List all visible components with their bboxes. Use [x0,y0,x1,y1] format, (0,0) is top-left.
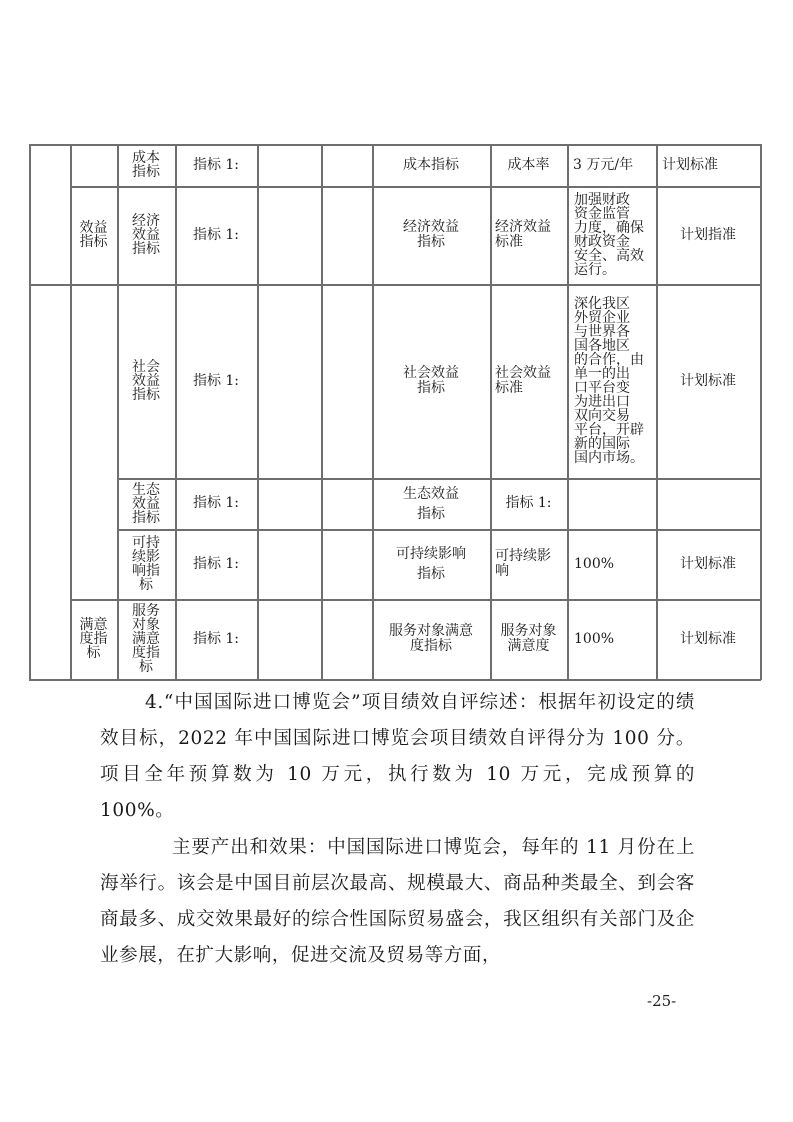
table-cell-standard [490,529,567,599]
cell-text: 3 万元/年 [573,156,634,173]
table-cell-name [372,529,490,599]
table-cell-name [372,144,490,186]
cell-text: 指标 1: [505,495,552,511]
table-cell-name [372,478,490,529]
table-cell-basis [656,529,760,599]
table-cell-basis [656,144,760,186]
table-cell-standard [490,186,567,284]
cell-text: 生态效益 指标 [403,485,459,522]
cell-text: 经济效益 标准 [495,219,551,250]
table-cell-level3 [117,186,175,284]
table-cell-basis [656,284,760,478]
table-cell-level3 [117,144,175,186]
cell-text: 计划指准 [680,226,736,243]
table-cell-indicator [175,599,257,679]
cell-text: 计划标准 [680,630,736,647]
table-border-bottom [29,679,761,681]
table-cell-value [567,186,656,284]
cell-text: 社会 效益 指标 [132,359,160,403]
cell-text: 成本 指标 [132,150,160,180]
cell-text: 深化我区 外贸企业 与世界各 国各地区 的合作，由 单一的出 口平台变 为进出口 双向交易 平台，开辟 新的国际 国内市场。 [574,296,644,466]
cell-text: 社会效益 指标 [403,365,459,396]
cell-text: 加强财政 资金监管 力度，确保 财政资金 安全、高效 运行。 [574,192,644,278]
cell-text: 指标 1: [192,555,240,572]
table-cell-basis [656,186,760,284]
table-border-left [29,144,31,680]
cell-text: 服务 对象 满意 度指 标 [132,603,160,675]
cell-text: 指标 1: [192,630,240,647]
table-cell-level3 [117,599,175,679]
cell-text: 服务对象 满意度 [500,623,557,654]
table-cell-value [567,529,656,599]
cell-text: 指标 1: [192,495,240,511]
table-cell-indicator [175,284,257,478]
table-cell-indicator [175,144,257,186]
cell-text: 指标 1: [192,226,240,243]
cell-text: 社会效益 标准 [495,365,551,396]
table-cell-standard [490,599,567,679]
table-cell-name [372,186,490,284]
table-cell-level2 [70,599,117,679]
cell-text: 成本指标 [403,156,459,173]
table-cell-value [567,284,656,478]
cell-text: 可持 续影 响指 标 [132,535,160,593]
cell-text: 成本率 [507,156,550,173]
cell-text: 经济 效益 指标 [132,213,160,257]
cell-text: 计划标准 [680,372,736,389]
table-cell-indicator [175,478,257,529]
table-cell-basis [656,599,760,679]
table-cell-value [567,144,656,186]
cell-text: 效益 指标 [79,220,108,250]
table-cell-value [567,599,656,679]
cell-text: 计划标准 [680,555,736,572]
table-cell-level3 [117,529,175,599]
cell-text: 100% [574,630,615,647]
cell-text: 服务对象满意 度指标 [389,623,473,654]
table-cell-level3 [117,478,175,529]
cell-text: 经济效益 指标 [403,219,459,250]
table-border-right [760,144,762,680]
table-cell-indicator [175,186,257,284]
table-col-line [257,144,259,680]
table-cell-indicator [175,529,257,599]
cell-text: 可持续影 响 [495,548,551,579]
cell-text: 生态 效益 指标 [132,481,160,526]
table-cell-standard [490,144,567,186]
cell-text: 满意 度指 标 [79,617,108,661]
cell-text: 可持续影响 指标 [396,546,466,582]
cell-text: 指标 1: [192,156,240,173]
paragraph-outputs-effects: 主要产出和效果：中国国际进口博览会，每年的 11 月份在上海举行。该会是中国目前层次最高、规模最大、商品种类最全、到会客商最多、成交效果最好的综合性国际贸易盛会，我区组织有关部门及企业参展，在扩大影响，促进交流及贸易等方面， [100,837,695,966]
table-cell-name [372,284,490,478]
table-cell-standard [490,284,567,478]
table-cell-name [372,599,490,679]
cell-text: 100% [574,555,615,572]
table-col-line [321,144,323,680]
page-number: -25- [647,992,677,1010]
table-cell-standard [490,478,567,529]
table-cell-level2 [70,186,117,284]
cell-text: 计划标准 [662,156,718,173]
table-cell-level3 [117,284,175,478]
cell-text: 指标 1: [192,372,240,389]
paragraph-performance-summary: 4.“中国国际进口博览会”项目绩效自评综述：根据年初设定的绩效目标，2022 年中国国际进口博览会项目绩效自评得分为 100 分。项目全年预算数为 10 万元，执行数为 10 万元，完成预算的 100%。 [100,692,695,821]
